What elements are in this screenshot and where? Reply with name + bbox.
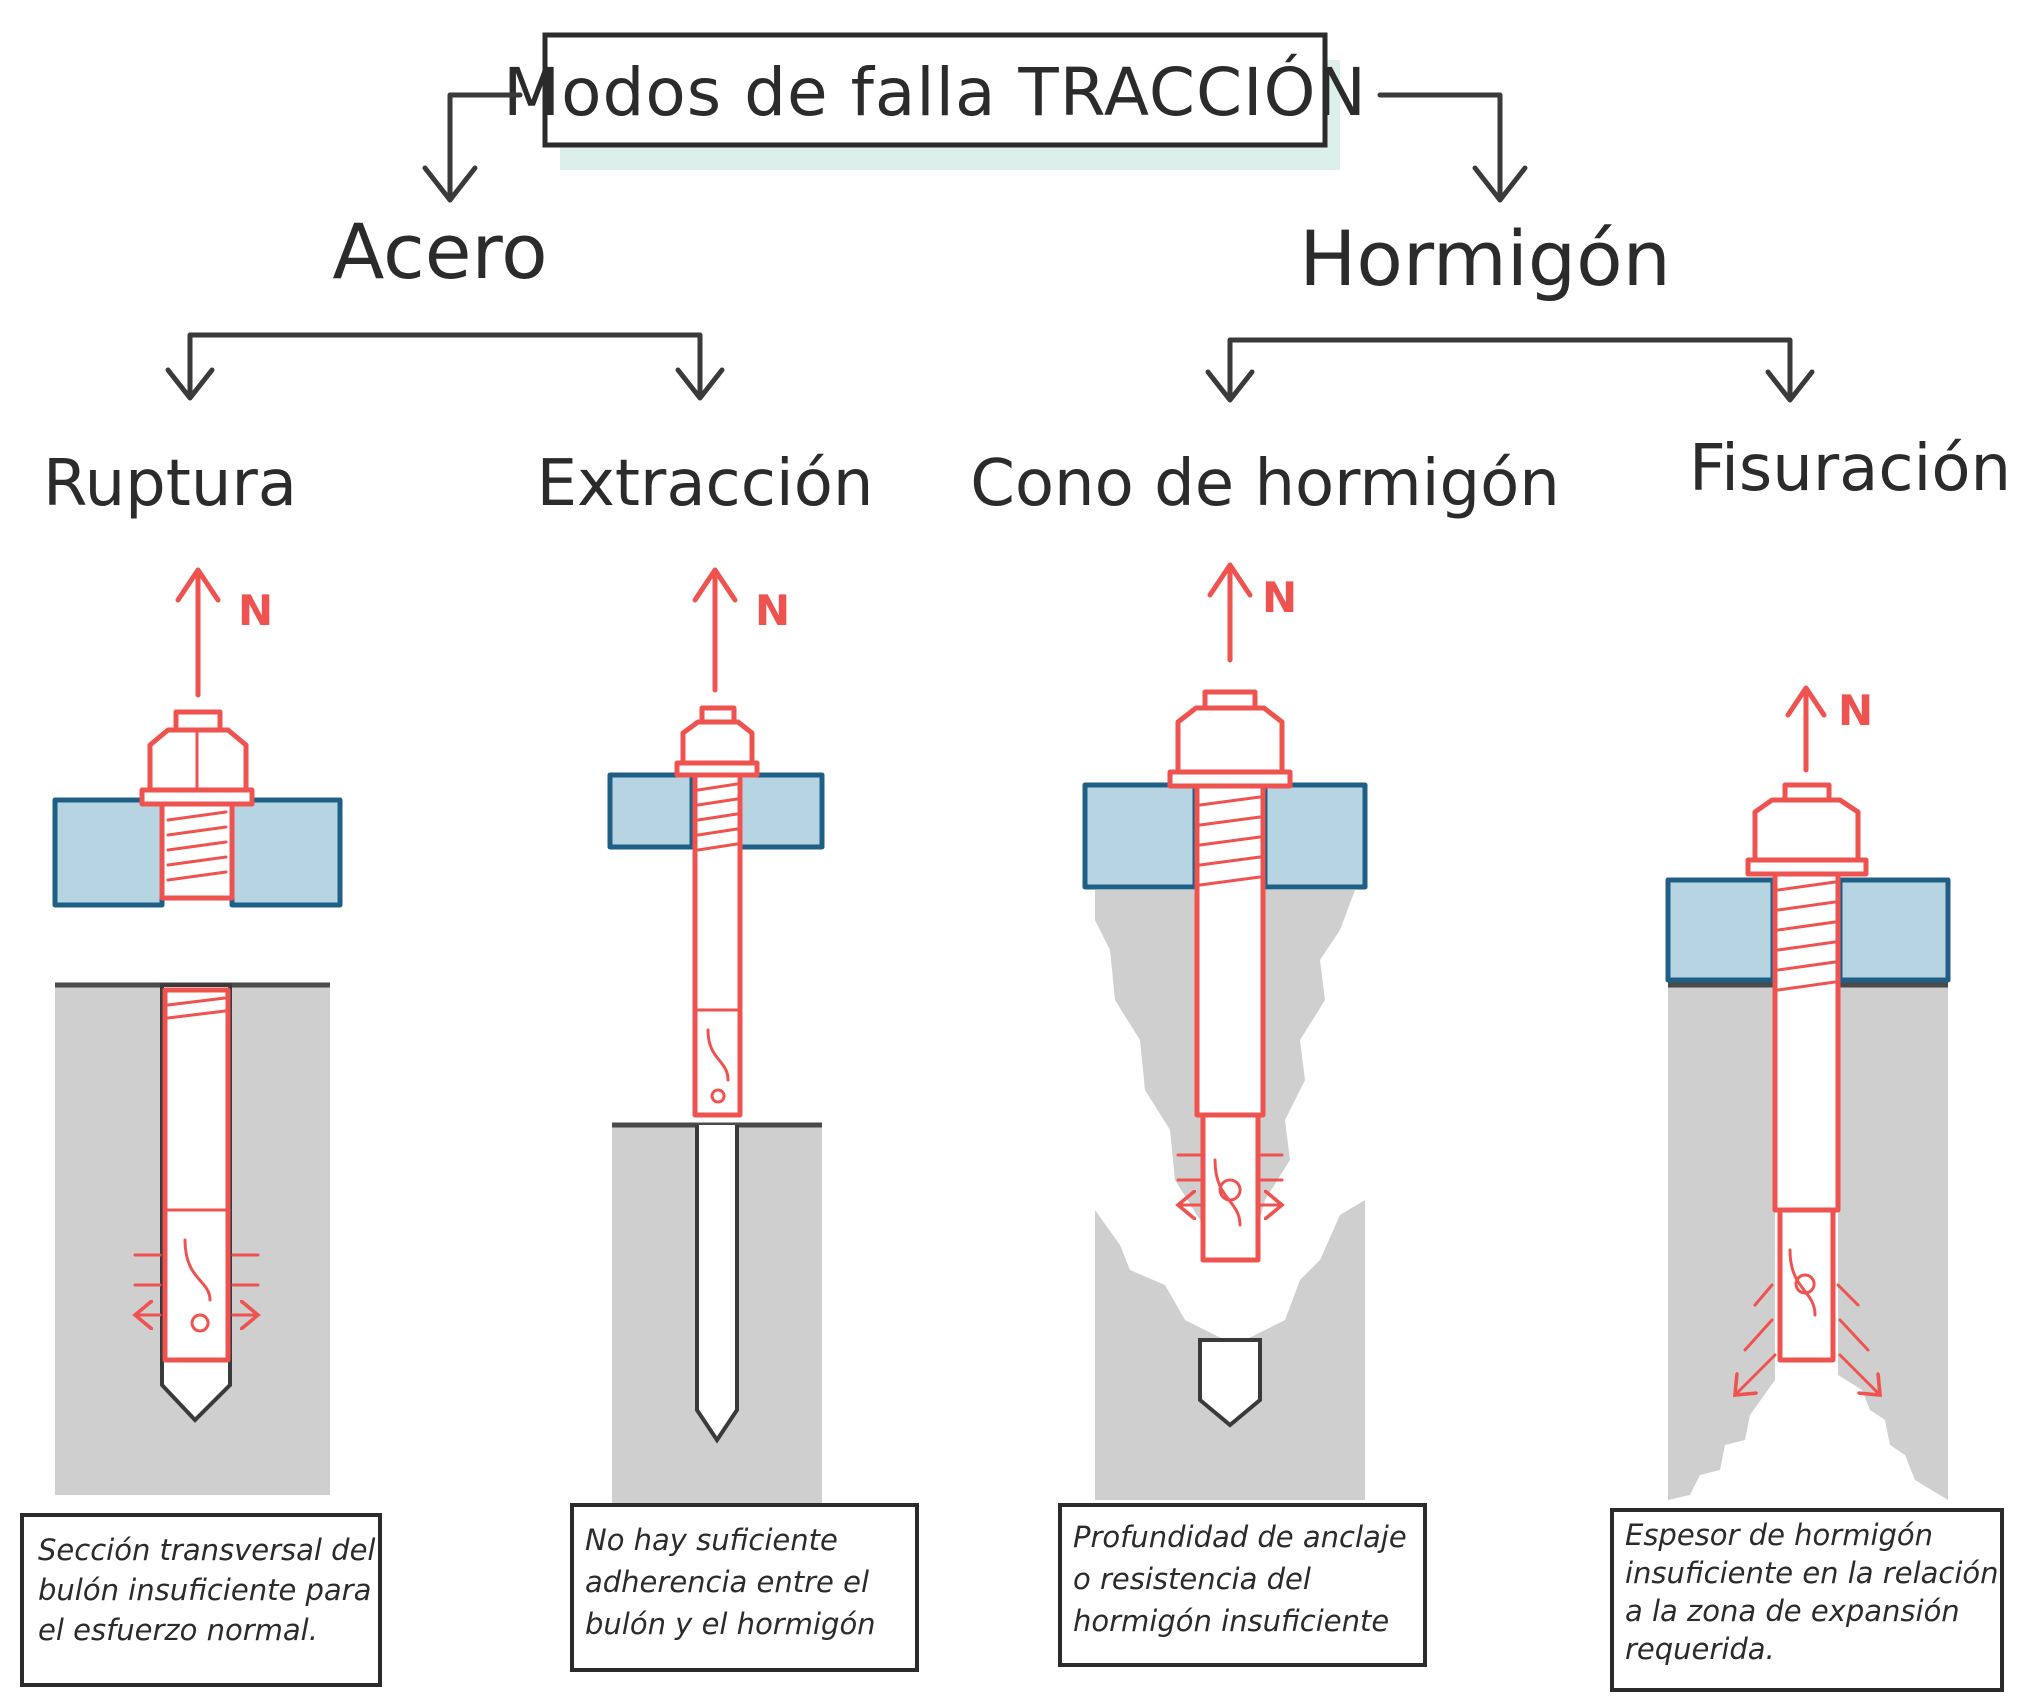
bolt-tip-ruptura [176,712,220,730]
description-line-1-cono: Profundidad de anclaje [1073,1520,1407,1554]
force-label-ruptura: N [238,586,274,635]
description-line-1-ruptura: Sección transversal del [38,1533,376,1567]
plate-right-extraccion [740,775,822,847]
panel-ruptura [22,570,380,1685]
description-line-2-ruptura: bulón insuficiente para [38,1573,372,1607]
force-label-extraccion: N [755,586,791,635]
category-steel: Acero [332,207,548,296]
plate-left-extraccion [610,775,692,847]
plate-right-ruptura [232,800,340,905]
description-line-2-fisuracion: insuficiente en la relación [1625,1556,1999,1590]
nut-cono [1178,708,1282,772]
nut-extraccion [683,722,752,763]
description-line-2-extraccion: adherencia entre el [585,1565,870,1599]
panel-cono [1060,565,1425,1665]
description-line-3-cono: hormigón insuficiente [1073,1604,1390,1638]
force-label-fisuracion: N [1838,686,1874,735]
bolt-tip-cono [1205,692,1255,708]
plate-right-fisuracion [1840,880,1948,980]
nut-fisuracion [1755,800,1858,860]
expansion-sleeve-fisuracion [1780,1210,1833,1360]
concrete-left-fisuracion [1668,985,1775,1500]
expansion-sleeve-cono [1203,1115,1258,1260]
title-box [503,35,1367,170]
panel-extraccion [572,570,917,1670]
bolt-lower-ruptura [165,990,228,1360]
connector-to-concrete [1380,95,1500,200]
bolt-fisuracion [1775,870,1838,1210]
description-line-3-extraccion: bulón y el hormigón [585,1607,876,1641]
concrete-right-fisuracion [1838,985,1948,1500]
bolt-tip-fisuracion [1785,785,1829,800]
mode-title-extraccion: Extracción [536,447,874,521]
plate-left-fisuracion [1668,880,1773,980]
connector-steel-modes [190,335,700,395]
force-label-cono: N [1262,573,1298,622]
category-concrete: Hormigón [1299,214,1671,303]
description-line-1-fisuracion: Espesor de hormigón [1625,1518,1934,1552]
description-line-3-fisuracion: a la zona de expansión [1625,1594,1960,1628]
mode-title-fisuracion: Fisuración [1688,432,2012,506]
plate-left-ruptura [55,800,162,905]
panel-fisuracion [1612,686,2002,1690]
description-line-4-fisuracion: requerida. [1625,1632,1775,1666]
drill-hole-extraccion [697,1125,737,1440]
description-line-1-extraccion: No hay suficiente [585,1523,838,1557]
mode-title-ruptura: Ruptura [43,447,297,521]
mode-title-cono: Cono de hormigón [970,447,1560,521]
plate-left-cono [1085,785,1195,887]
bolt-tip-extraccion [702,708,734,722]
bolt-cono [1197,785,1263,1115]
description-line-2-cono: o resistencia del [1073,1562,1311,1596]
connector-concrete-modes [1230,340,1790,398]
title-text: Modos de falla TRACCIÓN [503,54,1367,131]
bolt-extraccion [695,775,740,1115]
plate-right-cono [1265,785,1365,887]
description-line-3-ruptura: el esfuerzo normal. [38,1613,318,1647]
